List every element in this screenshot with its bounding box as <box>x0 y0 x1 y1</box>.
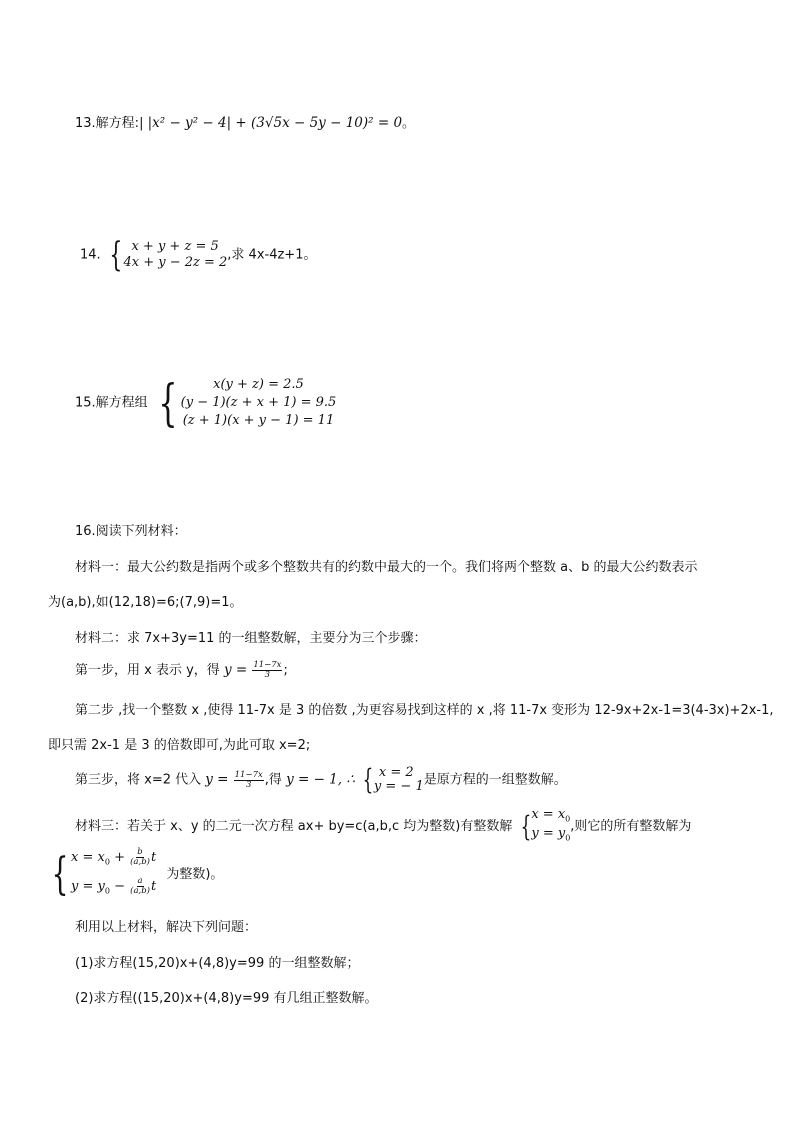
step-2-line1: 第二步 ,找一个整数 x ,使得 11-7x 是 3 的倍数 ,为更容易找到这样的 x ,将 11-7x 变形为 12-9x+2x-1=3(4-3x)+2x-1, <box>75 703 774 718</box>
material-2-title: 材料二：求 7x+3y=11 的一组整数解，主要分为三个步骤： <box>75 631 427 646</box>
q15-row3: (z + 1)(x + y − 1) = 11 <box>182 413 335 428</box>
step3-lhs: y = <box>205 771 229 788</box>
gen-row1-fraction <box>130 848 150 867</box>
step-3 <box>75 763 567 796</box>
step3-row2: y = − 1 <box>373 779 424 794</box>
material3-row2 <box>531 827 570 846</box>
q14 <box>80 235 317 275</box>
fraction-denominator: 3 <box>246 779 252 790</box>
gen-row1-op: + <box>114 850 125 865</box>
general-rows <box>71 846 156 903</box>
fraction-numerator: 11−7x <box>234 769 263 780</box>
brace-icon: { <box>51 848 69 900</box>
q13 <box>75 112 415 131</box>
general-system <box>46 846 156 903</box>
fraction-denominator: 3 <box>264 670 271 680</box>
q13-abs-bar: | <box>139 116 144 131</box>
q14-suffix: ,求 4x-4z+1。 <box>227 247 317 263</box>
brace-icon: { <box>520 809 531 843</box>
step3-text-c: 是原方程的一组整数解。 <box>423 772 567 788</box>
fraction-denominator: (a,b) <box>130 857 150 867</box>
material-3 <box>75 808 691 845</box>
gen-row2-lhs: y = y <box>71 878 105 894</box>
general-solution <box>46 846 223 903</box>
step3-text-a: 第三步，将 x=2 代入 <box>75 772 202 788</box>
q14-label: 14. <box>80 247 101 263</box>
fraction-numerator: b <box>137 847 143 857</box>
q13-equation: |x² − y² − 4| + (3√5x − 5y − 10)² = 0 <box>147 115 403 131</box>
q13-label: 13.解方程: <box>75 116 140 131</box>
step3-system <box>359 763 424 796</box>
material-1-line1: 材料一：最大公约数是指两个或多个整数共有的约数中最大的一个。我们将两个整数 a、b 的最大公约数表示 <box>75 560 698 575</box>
q15 <box>75 376 336 430</box>
step3-fraction <box>234 771 264 790</box>
q15-row1: x(y + z) = 2.5 <box>213 377 304 392</box>
material3-system <box>517 808 571 845</box>
material3-row1-text: x = x <box>531 807 566 822</box>
q15-row2: (y − 1)(z + x + 1) = 9.5 <box>180 395 337 410</box>
subscript: 0 <box>565 833 571 843</box>
general-row2 <box>71 875 156 904</box>
fraction-numerator: 11−7x <box>253 660 282 670</box>
q15-rows <box>181 376 337 430</box>
q14-row1: x + y + z = 5 <box>131 239 219 254</box>
q15-system <box>152 376 336 430</box>
gen-row2-t: t <box>150 878 157 894</box>
brace-icon: { <box>109 235 123 275</box>
gen-row2-op: − <box>114 878 125 894</box>
step3-rows <box>374 766 424 794</box>
subscript: 0 <box>104 857 110 867</box>
q14-rows <box>123 239 227 271</box>
q16-intro: 16.阅读下列材料： <box>75 524 187 539</box>
use-materials: 利用以上材料，解决下列问题： <box>75 920 258 935</box>
fraction-numerator: a <box>137 875 143 886</box>
gen-row2-fraction <box>130 877 150 896</box>
general-row1 <box>71 846 156 875</box>
subscript: 0 <box>565 814 571 824</box>
step1-fraction <box>252 661 282 680</box>
material3-row1 <box>531 808 570 827</box>
q13-end: 。 <box>402 116 416 131</box>
q14-row2: 4x + y − 2z = 2 <box>123 255 228 270</box>
step3-row1: x = 2 <box>378 765 414 780</box>
subscript: 0 <box>104 886 110 896</box>
material3-row2-text: y = y <box>531 825 566 841</box>
problem-1: (1)求方程(15,20)x+(4,8)y=99 的一组整数解； <box>75 956 360 971</box>
gen-row1-t: t <box>150 850 157 865</box>
material-1-line2: 为(a,b),如(12,18)=6;(7,9)=1。 <box>48 595 243 610</box>
q14-system <box>105 235 228 275</box>
gen-row1-lhs: x = x <box>71 850 105 865</box>
brace-icon: { <box>362 763 374 796</box>
material3-text-b: ,则它的所有整数解为 <box>570 819 692 835</box>
step1-lhs: y = <box>223 662 248 678</box>
material3-rows <box>531 808 570 845</box>
step-1 <box>75 659 288 680</box>
step3-text-b: ,得 <box>264 772 282 788</box>
material3-text-a: 材料三：若关于 x、y 的二元一次方程 ax+ by=c(a,b,c 均为整数)有整数解 <box>75 819 513 835</box>
step1-text: 第一步，用 x 表示 y，得 <box>75 663 220 678</box>
q15-label: 15.解方程组 <box>75 395 148 411</box>
problem-2: (2)求方程((15,20)x+(4,8)y=99 有几组正整数解。 <box>75 991 378 1006</box>
fraction-denominator: (a,b) <box>130 885 150 896</box>
step-2-line2: 即只需 2x-1 是 3 的倍数即可,为此可取 x=2; <box>48 738 311 753</box>
step3-eq: y = − 1, ∴ <box>286 771 355 788</box>
step1-end: ; <box>283 663 288 678</box>
general-tail: 为整数)。 <box>166 867 224 883</box>
brace-icon: { <box>158 374 178 432</box>
